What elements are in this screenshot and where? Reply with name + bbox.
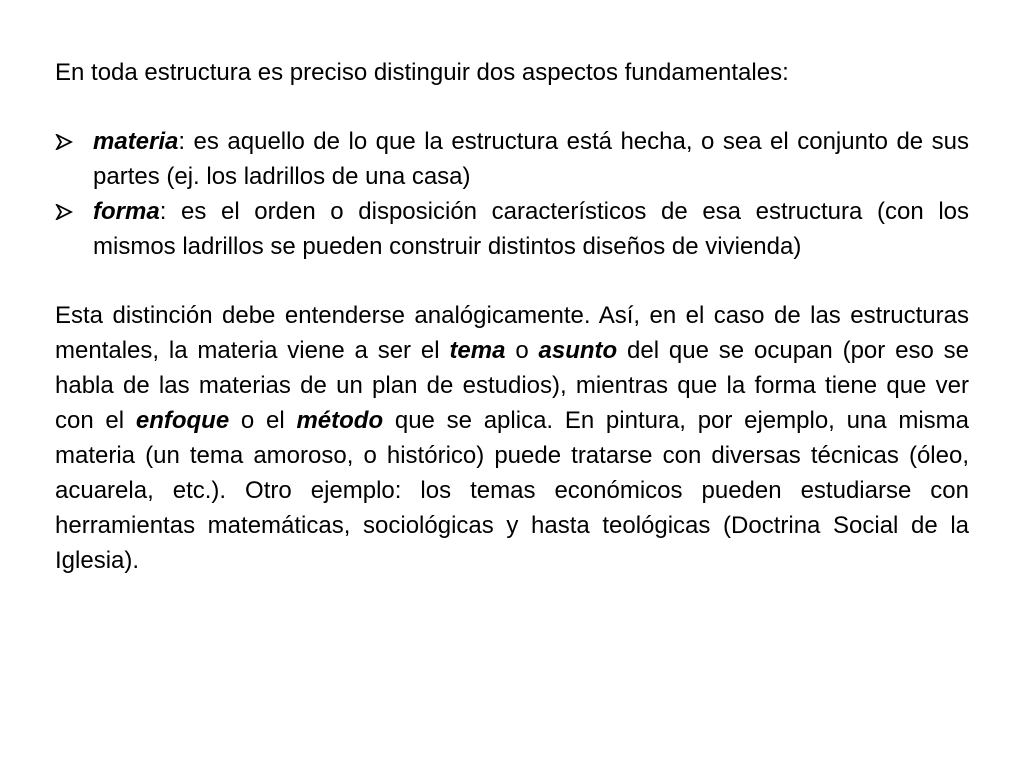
arrow-bullet-icon (55, 134, 73, 150)
paragraph-text: o el (229, 407, 297, 434)
paragraph-text: que se aplica. En pintura, por ejemplo, una misma materia (un tema amoroso, o histórico) puede tratarse con diversas técnicas (óleo, acuarela, etc.). Otro ejemplo: los temas económicos pueden estudiarse con herramientas matemáticas, sociológicas y hasta teológicas (Doctrina Social de la Iglesia). (55, 407, 970, 574)
emphasis-term: enfoque (135, 407, 230, 434)
bullet-term: materia (93, 128, 179, 155)
emphasis-term: asunto (538, 337, 618, 364)
bullet-item-materia (55, 124, 969, 194)
emphasis-term: tema (449, 337, 506, 364)
paragraph-text: o (505, 337, 539, 364)
body-paragraph (55, 298, 969, 578)
bullet-list (55, 124, 969, 264)
bullet-term: forma (93, 198, 160, 225)
intro-text: En toda estructura es preciso distinguir dos aspectos fundamentales: (55, 59, 789, 86)
paragraph-text: del que se ocupan (por eso se habla de las materias de un plan de estudios), mientras que la forma tiene que ver con el (55, 337, 969, 434)
bullet-text: : es aquello de lo que la estructura está hecha, o sea el conjunto de sus partes (ej. los ladrillos de una casa) (93, 128, 969, 190)
emphasis-term: método (296, 407, 384, 434)
bullet-item-forma (55, 194, 969, 264)
paragraph-text: Esta distinción debe entenderse analógicamente. Así, en el caso de las estructuras mentales, la materia viene a ser el (55, 302, 969, 364)
bullet-text: : es el orden o disposición característicos de esa estructura (con los mismos ladrillos se pueden construir distintos diseños de vivienda) (93, 198, 969, 260)
slide-content (55, 55, 969, 578)
arrow-bullet-icon (55, 204, 73, 220)
